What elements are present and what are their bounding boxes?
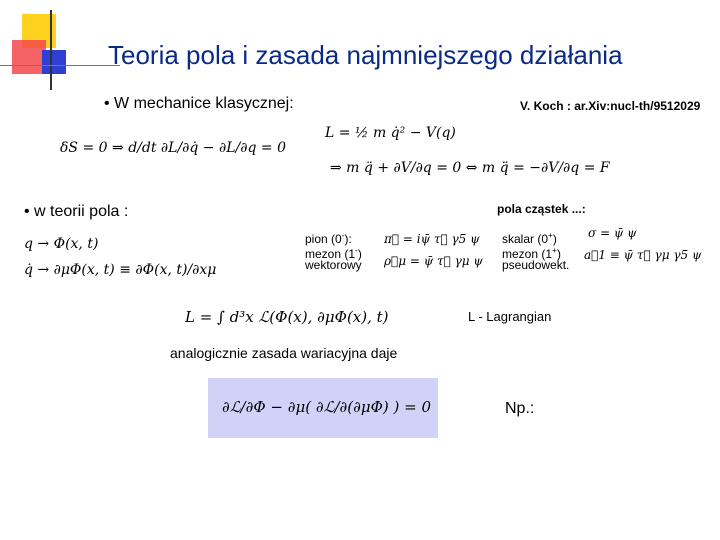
reference-citation: V. Koch : ar.Xiv:nucl-th/9512029 [520, 99, 701, 113]
euler-lagrange-formula: ∂ℒ/∂Φ − ∂μ( ∂ℒ/∂(∂μΦ) ) = 0 [222, 398, 432, 416]
particle-label-pseudovector: pseudowekt. [502, 258, 570, 272]
slide-title: Teoria pola i zasada najmniejszego działania [108, 40, 623, 70]
rho-current-formula: ρ⃗μ = ψ̄ τ⃗ γμ ψ [384, 254, 483, 268]
pion-current-formula: π⃗ = iψ̄ τ⃗ γ5 ψ [384, 232, 480, 246]
particle-label-pion: pion (0-): [305, 230, 352, 246]
particle-fields-heading: pola cząstek ...: [497, 202, 586, 216]
variational-principle-text: analogicznie zasada wariacyjna daje [170, 345, 398, 361]
bullet-field-theory: • w teorii pola : [24, 203, 129, 220]
classical-lagrangian-formula: L = ½ m q̇² − V(q) [325, 125, 456, 141]
particle-label-axial-meson: mezon (1+) [502, 245, 561, 261]
decorative-red-square [12, 40, 46, 74]
lagrangian-label: L - Lagrangian [468, 309, 552, 324]
action-variation-formula: δS = 0 ⇒ d/dt ∂L/∂q̇ − ∂L/∂q = 0 [60, 140, 286, 156]
particle-label-vector-meson: mezon (1-) [305, 245, 362, 261]
particle-label-vector: wektorowy [305, 258, 362, 272]
example-label: Np.: [505, 400, 535, 417]
sigma-formula: σ = ψ̄ ψ [588, 226, 637, 240]
bullet-classical-mechanics: • W mechanice klasycznej: [104, 95, 294, 112]
a1-formula: a⃗1 ≡ ψ̄ τ⃗ γμ γ5 ψ [584, 248, 702, 262]
decorative-horizontal-line [0, 65, 120, 66]
particle-label-scalar: skalar (0+) [502, 230, 557, 246]
decorative-blue-square [42, 50, 66, 74]
field-q-substitution: q → Φ(x, t) [24, 236, 99, 252]
lagrangian-density-formula: L = ∫ d³x ℒ(Φ(x), ∂μΦ(x), t) [185, 308, 389, 326]
equation-of-motion-formula: ⇒ m q̈ + ∂V/∂q = 0 ⇔ m q̈ = −∂V/∂q = F [330, 160, 610, 176]
decorative-vertical-line [50, 10, 52, 90]
field-qdot-substitution: q̇ → ∂μΦ(x, t) ≡ ∂Φ(x, t)/∂xμ [24, 262, 217, 278]
